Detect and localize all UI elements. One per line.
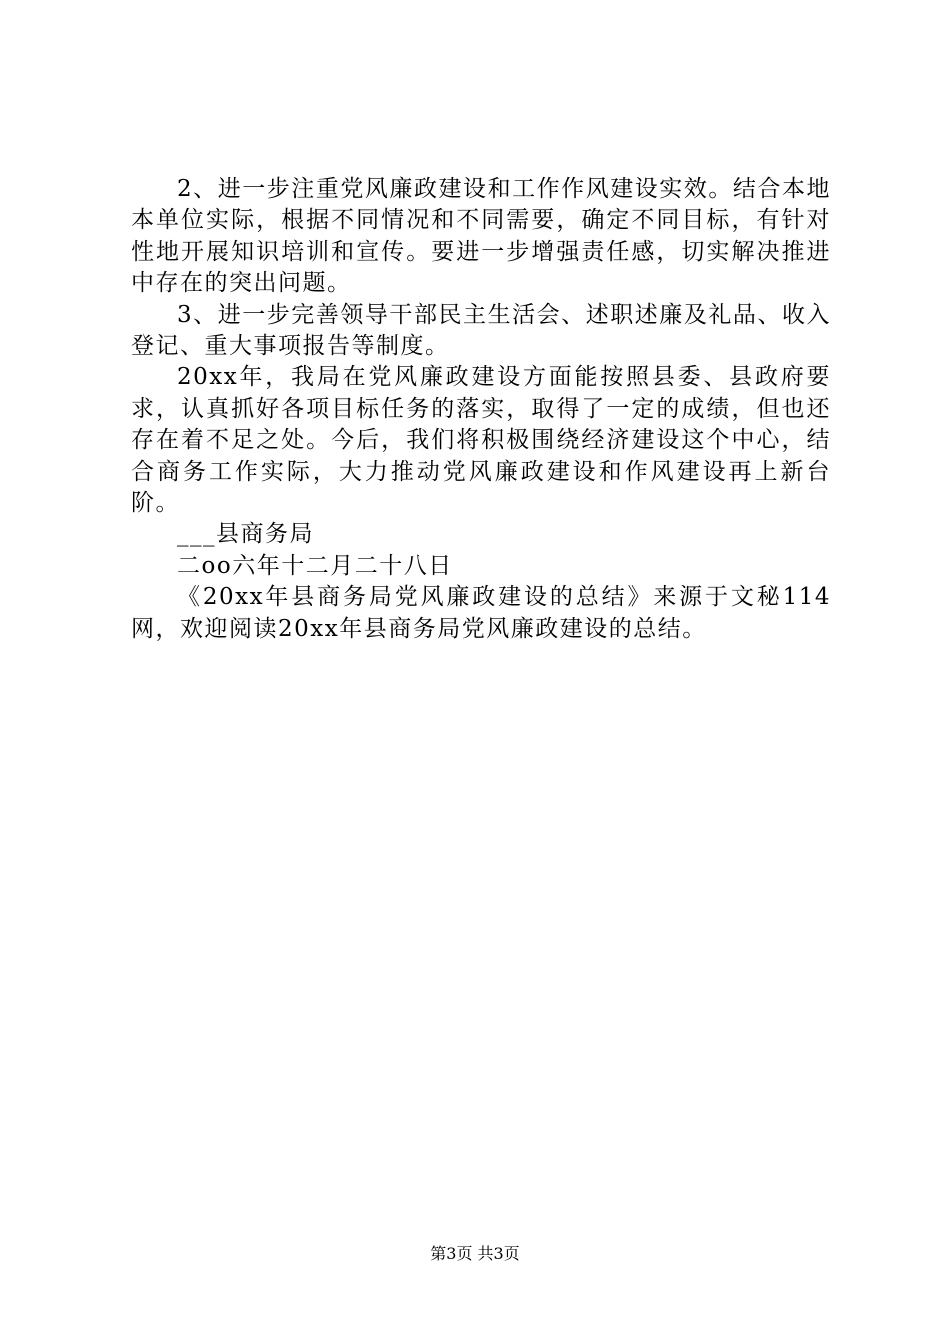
signature-date: 二oo六年十二月二十八日	[177, 552, 453, 579]
paragraph-item-3: 3、进一步完善领导干部民主生活会、述职述廉及礼品、收入登记、重大事项报告等制度。	[131, 301, 831, 360]
page-footer: 第3页 共3页	[430, 1244, 520, 1263]
signature-org: ___县商务局	[177, 521, 314, 548]
paragraph-item-2: 2、进一步注重党风廉政建设和工作作风建设实效。结合本地本单位实际，根据不同情况和不同需要，确定不同目标，有针对性地开展知识培训和宣传。要进一步增强责任感，切实解决推进中存在的突出问题。	[131, 176, 831, 297]
source-note: 《20xx年县商务局党风廉政建设的总结》来源于文秘114网，欢迎阅读20xx年县商务局党风廉政建设的总结。	[131, 584, 831, 642]
paragraph-summary: 20xx年，我局在党风廉政建设方面能按照县委、县政府要求，认真抓好各项目标任务的落实，取得了一定的成绩，但也还存在着不足之处。今后，我们将积极围绕经济建设这个中心，结合商务工作实际，大力推动党风廉政建设和作风建设再上新台阶。	[131, 364, 831, 517]
document-body	[131, 174, 831, 645]
